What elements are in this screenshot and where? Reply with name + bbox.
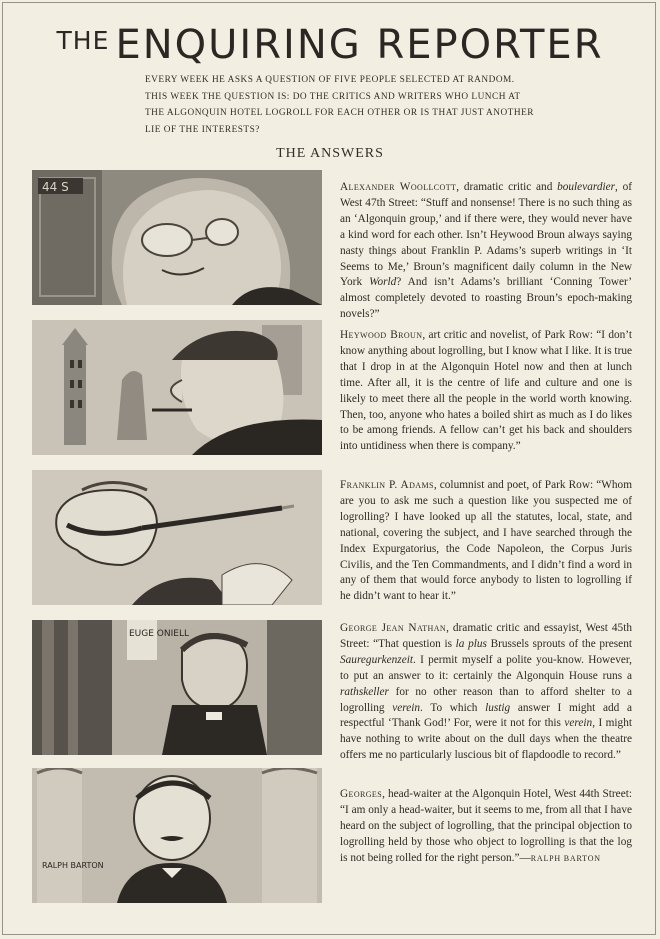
italic-phrase: Sauregurkenzeit — [340, 653, 413, 666]
caricature-adams — [32, 470, 322, 605]
respondent-name: Alexander Woollcott — [340, 181, 457, 193]
italic-phrase: la plus — [455, 637, 487, 650]
title-prefix: THE — [56, 26, 110, 55]
answer-woollcott: Alexander Woollcott, dramatic critic and boulevardier, of West 47th Street: “Stuff and nonsense! There is no such thing as an ‘Algonquin group,’ and if there were, they would never have a kind word for each other. Isn’t Heywood Broun always saying nasty things about Franklin P. Adams’s superb writings in ‘It Seems to Me,’ Broun’s magnificent daily column in the New York World? And isn’t Adams’s brilliant ‘Conning Tower’ almost completely devoted to roasting Broun’s epoch-making novels?” — [340, 181, 633, 321]
answer-nathan: George Jean Nathan, dramatic critic and essayist, West 45th Street: “That question is la plus Brussels sprouts of the present Sauregurkenzeit. I permit myself a polite you-know. However, to put an answer to it: certainly the Algonquin House runs a rathskeller for no other reason than to afford shelter to a logrolling verein. To which lustig answer I might add a respectful ‘Thank God!’ For, were it not for this verein, I might have nothing to write about on the dull days when the theatre offers me no particularly luscious bit of flapdoodle to record.” — [340, 622, 632, 762]
title-main: ENQUIRING REPORTER — [115, 22, 604, 68]
italic-phrase: rathskeller — [340, 685, 389, 698]
respondent-name: Heywood Broun — [340, 329, 423, 341]
italic-phrase: verein — [564, 717, 593, 730]
caricature-georges — [32, 768, 322, 903]
caricature-broun — [32, 320, 322, 455]
section-heading: THE ANSWERS — [276, 146, 384, 161]
caricature-woollcott — [32, 170, 322, 305]
page-title — [0, 22, 660, 68]
answer-georges: Georges, head-waiter at the Algonquin Hotel, West 44th Street: “I am only a head-waiter, but it seems to me, from all that I have heard on the subject of logrolling, that the principal objection to logrolling held by those who object to logrolling is that the log is not being rolled for the right person.”—RALPH BARTON — [340, 788, 632, 864]
caricature-nathan — [32, 620, 322, 755]
italic-phrase: verein — [392, 701, 421, 714]
poster-text: EUGE ONIELL — [129, 629, 189, 639]
artist-signature: RALPH BARTON — [42, 861, 104, 870]
respondent-name: George Jean Nathan — [340, 622, 447, 634]
intro-question: EVERY WEEK HE ASKS A QUESTION OF FIVE PEOPLE SELECTED AT RANDOM. THIS WEEK THE QUESTION IS: DO THE CRITICS AND WRITERS WHO LUNCH AT THE ALGONQUIN HOTEL LOGROLL FOR EACH OTHER OR IS THAT JUST ANOTHER LIE OF THE INTERESTS? — [145, 75, 534, 135]
answer-broun: Heywood Broun, art critic and novelist, of Park Row: “I don’t know anything about logrolling, but I know what I like. It is true that I drop in at the Algonquin Hotel now and then at lunch time. After all, it is the centre of life and culture and one is likely to meet there all the people in the world worth knowing. Then, too, anyone who hates a boiled shirt as much as I do likes to be among friends. A fellow can’t get his back and shoulders into untidiness when there is company.” — [340, 329, 632, 453]
respondent-name: Franklin P. Adams — [340, 479, 434, 491]
italic-phrase: lustig — [485, 701, 511, 714]
italic-phrase: boulevardier — [557, 181, 616, 193]
street-sign-text: 44 S — [42, 180, 69, 194]
respondent-name: Georges — [340, 788, 383, 800]
answer-adams: Franklin P. Adams, columnist and poet, of Park Row: “Whom are you to ask me such a question like you suspected me of logrolling? I have looked up all the statutes, local, state, and national, covering the subject, and I have searched through the Index Expurgatorius, the Code Napoleon, the Corpus Juris Civilis, and the Ten Commandments, and I didn’t find a word in any of them that would force anybody to listen to logrolling if he didn’t want to hear it.” — [340, 479, 632, 603]
artist-credit: RALPH BARTON — [530, 853, 601, 863]
italic-phrase: World — [369, 276, 397, 289]
